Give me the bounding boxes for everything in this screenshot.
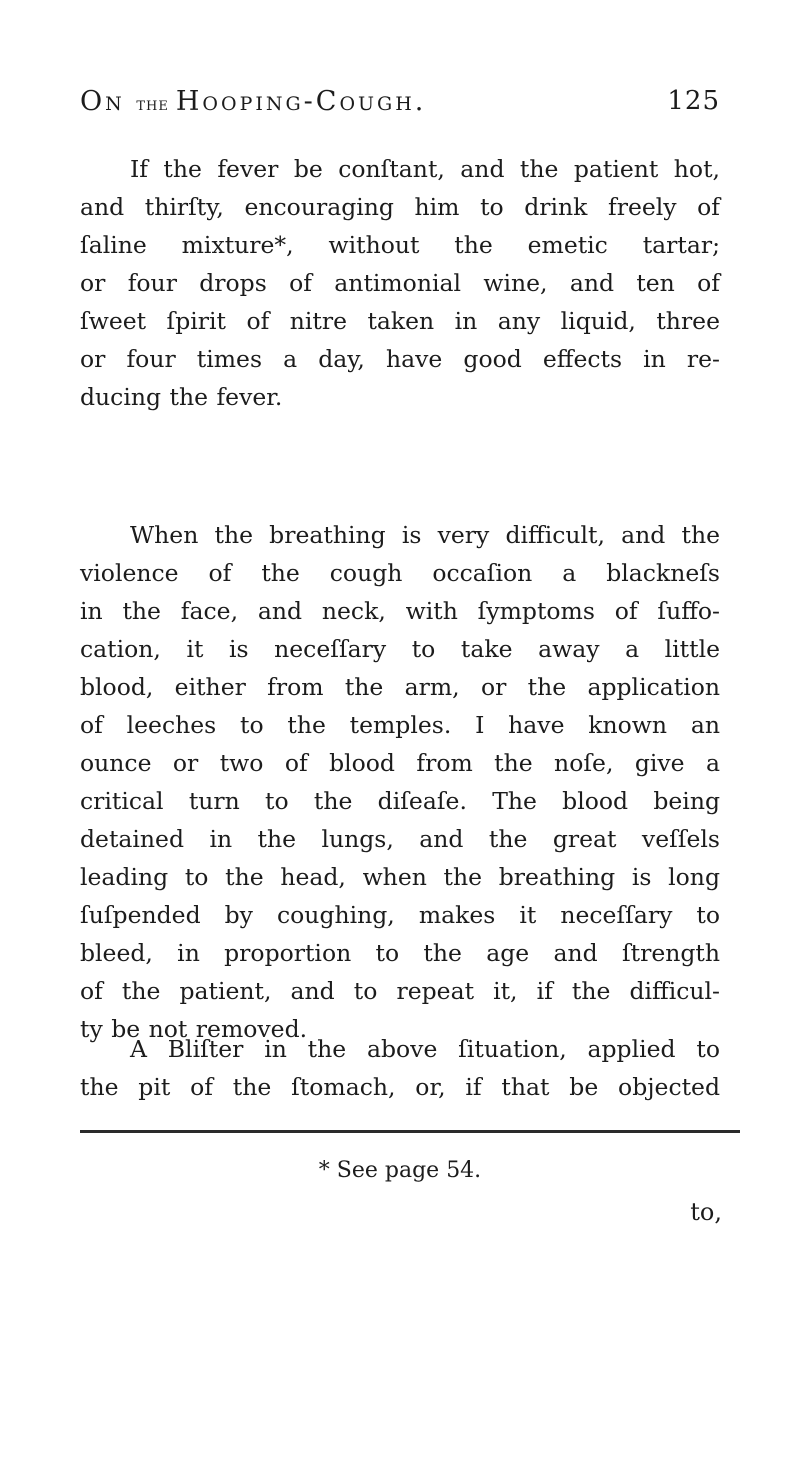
paragraph-fever — [80, 150, 720, 416]
text-line: ducing the fever. — [80, 383, 283, 411]
catchword: to, — [690, 1198, 722, 1226]
text-line: ty be not removed. — [80, 1015, 308, 1043]
text-line: detained in the lungs, and the great veſſels — [80, 825, 720, 853]
text-line: cation, it is neceſſary to take away a little — [80, 635, 720, 663]
text-line: the pit of the ſtomach, or, if that be objected — [80, 1073, 720, 1101]
text-line: blood, either from the arm, or the application — [80, 673, 720, 701]
paragraph-breathing — [80, 516, 720, 1048]
footnote-rule — [80, 1130, 740, 1133]
text-line: and thirſty, encouraging him to drink freely of — [80, 193, 720, 221]
text-line: in the face, and neck, with ſymptoms of ſuffo- — [80, 597, 720, 625]
paragraph-blister — [80, 1030, 720, 1106]
text-line: ſweet ſpirit of nitre taken in any liquid, three — [80, 307, 720, 335]
text-line: leading to the head, when the breathing is long — [80, 863, 720, 891]
running-head — [80, 86, 720, 126]
text-line: or four drops of antimonial wine, and ten of — [80, 269, 720, 297]
text-line: ounce or two of blood from the noſe, give a — [80, 749, 720, 777]
text-line: When the breathing is very difficult, and the — [130, 521, 720, 549]
text-line: A Bliſter in the above ſituation, applied to — [130, 1035, 720, 1063]
text-line: of leeches to the temples. I have known an — [80, 711, 720, 739]
text-line: critical turn to the diſeaſe. The blood being — [80, 787, 720, 815]
page-number: 125 — [667, 86, 720, 116]
running-title — [80, 86, 426, 117]
text-line: of the patient, and to repeat it, if the difficul- — [80, 977, 720, 1005]
text-line: ſaline mixture*, without the emetic tartar; — [80, 231, 720, 259]
text-line: or four times a day, have good effects in re- — [80, 345, 720, 373]
text-line: violence of the cough occaſion a blackneſs — [80, 559, 720, 587]
running-title-the: the — [136, 93, 176, 115]
footnote: * See page 54. — [318, 1158, 482, 1183]
text-line: bleed, in proportion to the age and ſtrength — [80, 939, 720, 967]
text-line: ſuſpended by coughing, makes it neceſſary to — [80, 901, 720, 929]
running-title-lead: On — [80, 86, 137, 117]
text-line: If the fever be conſtant, and the patient hot, — [130, 155, 720, 183]
running-title-main: Hooping-Cough. — [175, 86, 427, 117]
